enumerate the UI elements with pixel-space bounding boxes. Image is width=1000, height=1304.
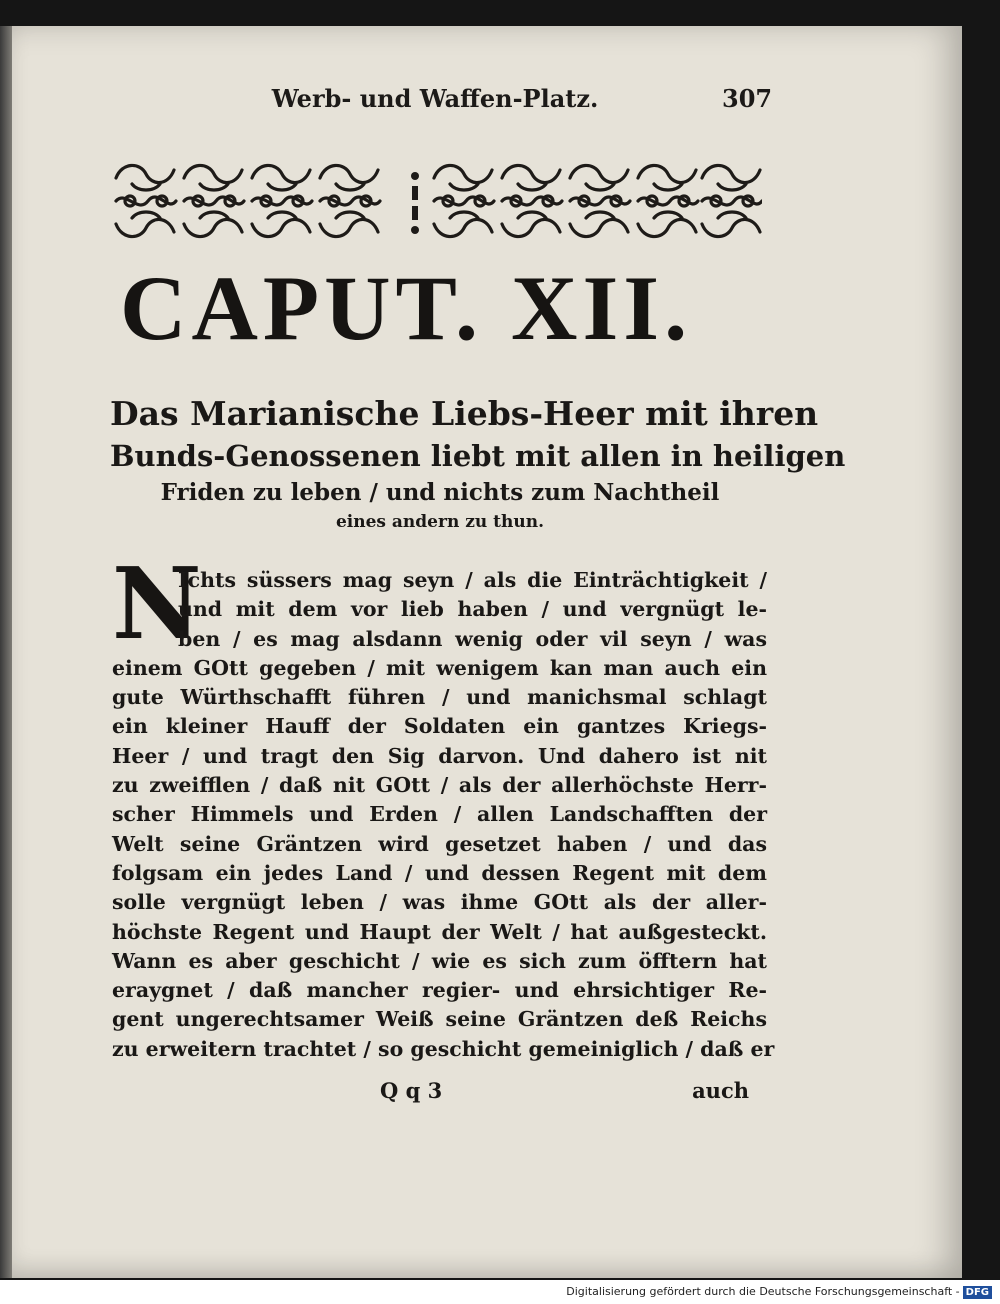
catchword: auch — [692, 1078, 749, 1103]
heading-line: Das Marianische Liebs-Heer mit ihren — [110, 394, 819, 433]
heading-line: eines andern zu thun. — [335, 512, 545, 532]
body-line: Heer / und tragt den Sig darvon. Und dahero ist nit — [112, 743, 767, 768]
body-line: ben / es mag alsdann wenig oder vil seyn / was — [178, 626, 767, 651]
page-foot-line — [112, 1078, 767, 1108]
dfg-logo-icon: DFG — [963, 1286, 992, 1299]
credit-text: Digitalisierung gefördert durch die Deutsche Forschungsgemeinschaft - — [566, 1285, 960, 1298]
body-line: solle vergnügt leben / was ihme GOtt als der aller- — [112, 890, 767, 915]
decorated-initial-letter: N — [112, 547, 202, 662]
ornament-center-mark — [411, 172, 419, 234]
ornament-right-group — [434, 165, 762, 236]
body-line: höchste Regent und Haupt der Welt / hat außgesteckt. — [112, 919, 767, 944]
body-line: ein kleiner Hauff der Soldaten ein gantzes Kriegs- — [112, 714, 767, 739]
body-line: folgsam ein jedes Land / und dessen Regent mit dem — [112, 860, 767, 885]
ornament-left-group — [116, 165, 380, 236]
body-line: gute Würthschafft führen / und manichsmal schlagt — [112, 685, 767, 710]
heading-line: Friden zu leben / und nichts zum Nachtheil — [160, 479, 720, 506]
chapter-heading — [110, 392, 846, 534]
body-line: Welt seine Gräntzen wird gesetzet haben / und das — [112, 831, 767, 856]
body-paragraph — [112, 566, 775, 1064]
page-number: 307 — [722, 84, 773, 113]
body-line: Ichts süssers mag seyn / als die Einträchtigkeit / — [178, 568, 767, 592]
running-head: Werb- und Waffen-Platz. — [271, 84, 599, 113]
body-line: einem GOtt gegeben / mit wenigem kan man auch ein — [112, 655, 767, 680]
body-line: gent ungerechtsamer Weiß seine Gräntzen deß Reichs — [112, 1007, 767, 1032]
ornamental-header-band — [112, 156, 762, 246]
signature-mark: Q q 3 — [380, 1078, 443, 1103]
body-line: eraygnet / daß mancher regier- und ehrsichtiger Re- — [112, 978, 767, 1003]
body-line: zu erweitern trachtet / so geschicht gemeiniglich / daß er — [112, 1036, 775, 1061]
body-line: und mit dem vor lieb haben / und vergnügt le- — [178, 597, 767, 622]
chapter-title: CAPUT. XII. — [120, 257, 693, 359]
heading-line: Bunds-Genossenen liebt mit allen in heiligen — [110, 439, 846, 473]
body-line: scher Himmels und Erden / allen Landschafften der — [112, 802, 767, 827]
digitization-credit — [566, 1285, 992, 1299]
body-line: Wann es aber geschicht / wie es sich zum öfftern hat — [112, 948, 767, 973]
body-line: zu zweifflen / daß nit GOtt / als der allerhöchste Herr- — [112, 773, 767, 798]
